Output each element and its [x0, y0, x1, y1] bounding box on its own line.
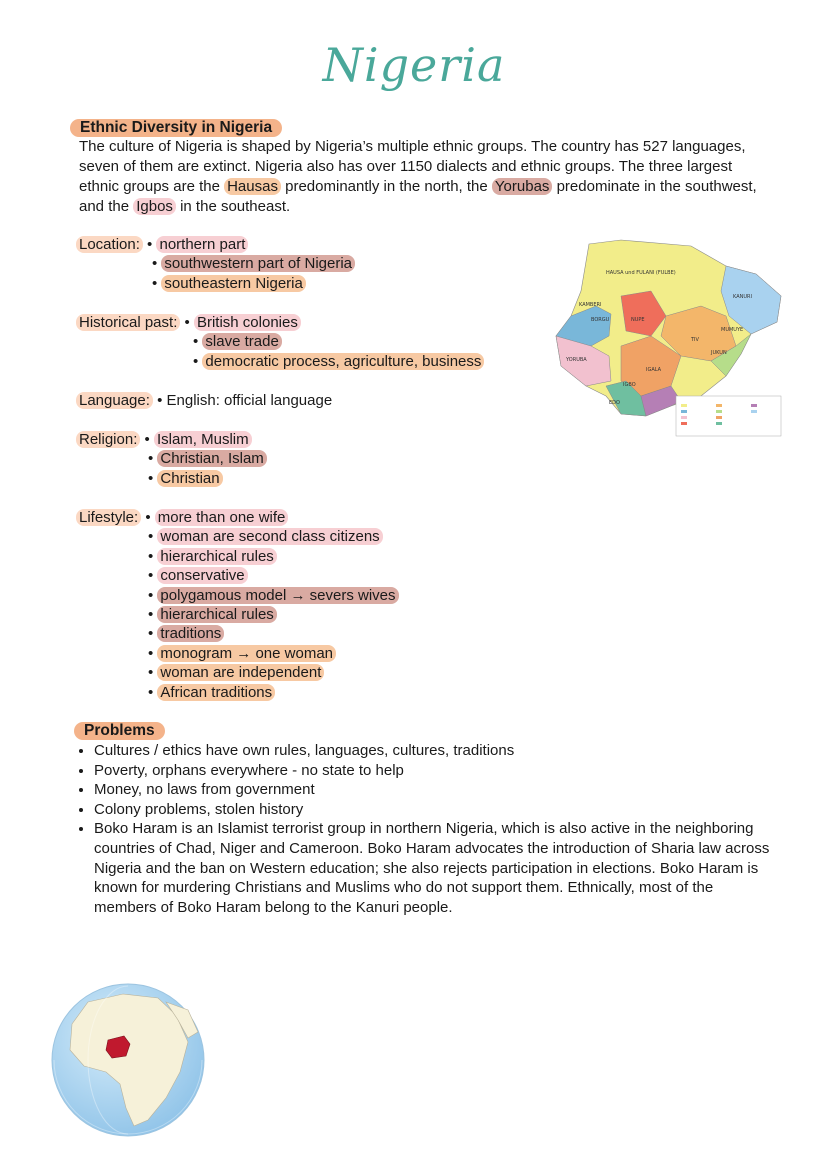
nigeria-ethnic-map: [551, 236, 787, 450]
historical-item: British colonies: [194, 314, 301, 331]
hausas-highlight: Hausas: [224, 178, 281, 195]
map-label: JUKUN: [711, 350, 727, 356]
lifestyle-row-3: • hierarchical rules: [148, 547, 277, 566]
lifestyle-row-4: • conservative: [148, 566, 248, 585]
lifestyle-item: woman are second class citizens: [157, 528, 382, 545]
lifestyle-label: Lifestyle:: [76, 509, 141, 526]
lifestyle-row-5: • polygamous model → severs wives: [148, 586, 399, 605]
lifestyle-item: polygamous model → severs wives: [157, 587, 398, 604]
lifestyle-row-6: • hierarchical rules: [148, 605, 277, 624]
map-label: HAUSA und FULANI (FULBE): [606, 270, 676, 276]
religion-item: Christian: [157, 470, 222, 487]
language-label: Language:: [76, 392, 153, 409]
list-item: • Boko Haram is an Islamist terrorist group in northern Nigeria, which is also active in the neighboring countries of Chad, Niger and Cameroon. Boko Haram advocates the introduction of Sharia law across Nigeria and the ban on Western education; she also rejects participation in elections. Boko Haram is known for murdering Christians and Muslims who do not support them. Ethnically, most of the members of Boko Haram belong to the Kanuri people.: [94, 819, 774, 917]
religion-row-2: • Christian, Islam: [148, 449, 267, 468]
location-item: southwestern part of Nigeria: [161, 255, 355, 272]
map-legend: [676, 396, 781, 436]
map-label: KAMBERI: [579, 302, 602, 308]
religion-label: Religion:: [76, 431, 140, 448]
religion-row-3: • Christian: [148, 469, 223, 488]
historical-row-3: • democratic process, agriculture, business: [193, 352, 484, 371]
historical-row-1: Historical past: • British colonies: [76, 313, 301, 332]
list-item: • Money, no laws from government: [94, 780, 774, 800]
language-row: Language: • English: official language: [76, 391, 332, 410]
lifestyle-item: conservative: [157, 567, 247, 584]
lifestyle-row-2: • woman are second class citizens: [148, 527, 383, 546]
map-label: IGALA: [646, 367, 662, 373]
location-row-1: Location: • northern part: [76, 235, 248, 254]
historical-row-2: • slave trade: [193, 332, 282, 351]
location-row-3: • southeastern Nigeria: [152, 274, 306, 293]
lifestyle-item: African traditions: [157, 684, 275, 701]
yorubas-highlight: Yorubas: [492, 178, 553, 195]
section-heading-problems: Problems: [74, 722, 165, 740]
page-title: Nigeria: [322, 38, 506, 92]
map-label: NUPE: [631, 317, 645, 323]
map-label: MUMUYE: [721, 327, 744, 333]
list-item: • Cultures / ethics have own rules, languages, cultures, traditions: [94, 741, 774, 761]
para-text-2: predominantly in the north, the: [280, 178, 492, 195]
historical-label: Historical past:: [76, 314, 180, 331]
map-label: YORUBA: [566, 357, 587, 363]
lifestyle-row-10: • African traditions: [148, 683, 275, 702]
list-item: • Colony problems, stolen history: [94, 800, 774, 820]
lifestyle-row-8: • monogram → one woman: [148, 644, 336, 663]
lifestyle-row-9: • woman are independent: [148, 663, 324, 682]
globe-icon: [48, 980, 208, 1140]
location-item: southeastern Nigeria: [161, 275, 305, 292]
para-text-3: predominate in the southwest, and the: [79, 178, 757, 215]
historical-item: slave trade: [202, 333, 281, 350]
historical-item: democratic process, agriculture, business: [202, 353, 484, 370]
section-heading-ethnic: Ethnic Diversity in Nigeria: [70, 119, 282, 137]
location-row-2: • southwestern part of Nigeria: [152, 254, 355, 273]
lifestyle-item: monogram → one woman: [157, 645, 336, 662]
lifestyle-item: woman are independent: [157, 664, 324, 681]
location-item: northern part: [156, 236, 248, 253]
lifestyle-row-7: • traditions: [148, 624, 224, 643]
map-label: IGBO: [623, 382, 636, 388]
para-text-4: in the southeast.: [175, 198, 291, 215]
map-label: BORGU: [591, 317, 610, 323]
lifestyle-item: more than one wife: [155, 509, 289, 526]
religion-row-1: Religion: • Islam, Muslim: [76, 430, 252, 449]
map-label: KANURI: [733, 294, 752, 300]
religion-item: Islam, Muslim: [154, 431, 252, 448]
list-item: • Poverty, orphans everywhere - no state to help: [94, 761, 774, 781]
lifestyle-item: traditions: [157, 625, 224, 642]
ethnic-paragraph: [79, 137, 759, 217]
problems-list: [78, 741, 774, 917]
para-text-1: The culture of Nigeria is shaped by Nigeria’s multiple ethnic groups. The country has 527 languages, seven of them are extinct. Nigeria also has over 1150 dialects and ethnic groups. The three largest ethnic groups are the: [79, 138, 746, 195]
lifestyle-row-1: Lifestyle: • more than one wife: [76, 508, 288, 527]
language-item: English: official language: [166, 392, 333, 409]
map-label: EDO: [609, 400, 620, 406]
lifestyle-item: hierarchical rules: [157, 606, 276, 623]
location-label: Location:: [76, 236, 143, 253]
map-label: TIV: [691, 337, 699, 343]
religion-item: Christian, Islam: [157, 450, 266, 467]
lifestyle-item: hierarchical rules: [157, 548, 276, 565]
igbos-highlight: Igbos: [133, 198, 176, 215]
